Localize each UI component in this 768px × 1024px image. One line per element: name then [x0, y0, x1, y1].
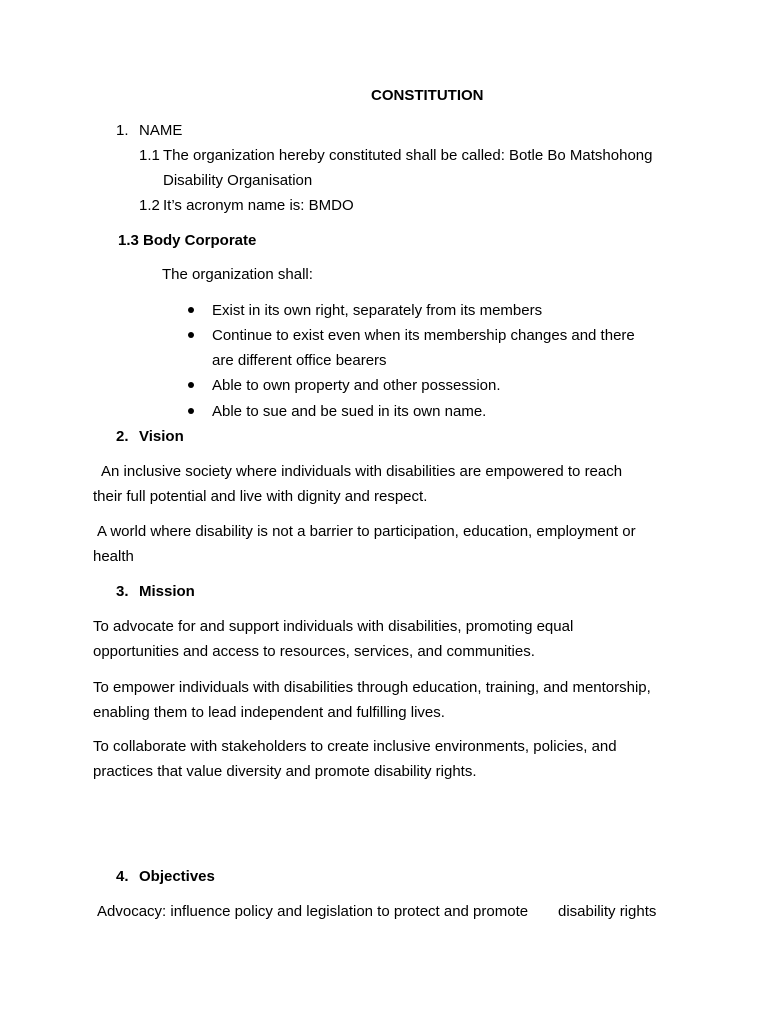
item-1-2-number: 1.2	[139, 197, 160, 214]
bullet-item: Able to sue and be sued in its own name.	[212, 403, 487, 420]
section-4-heading: Objectives	[139, 868, 215, 885]
document-title: CONSTITUTION	[371, 87, 484, 104]
objectives-line1-part2: disability rights	[558, 903, 657, 920]
vision-para2-line2: health	[93, 548, 134, 565]
section-2-number: 2.	[116, 428, 129, 445]
vision-para2-line1: A world where disability is not a barrier to participation, education, employment or	[97, 523, 636, 540]
mission-para3-line2: practices that value diversity and promote disability rights.	[93, 763, 477, 780]
objectives-line1-part1: Advocacy: influence policy and legislation to protect and promote	[97, 903, 529, 920]
section-2-heading: Vision	[139, 428, 184, 445]
mission-para1-line1: To advocate for and support individuals with disabilities, promoting equal	[93, 618, 574, 635]
bullet-item: Continue to exist even when its membership changes and there	[212, 327, 635, 344]
bullet-dot-icon	[188, 382, 194, 388]
section-1-heading: NAME	[139, 122, 183, 139]
section-3-number: 3.	[116, 583, 129, 600]
body-corporate-intro: The organization shall:	[162, 266, 313, 283]
section-1-3-heading: 1.3 Body Corporate	[118, 232, 257, 249]
mission-para2-line1: To empower individuals with disabilities through education, training, and mentorship,	[93, 679, 651, 696]
bullet-dot-icon	[188, 408, 194, 414]
vision-para1-line2: their full potential and live with dignity and respect.	[93, 488, 428, 505]
item-1-1-line1: The organization hereby constituted shall be called: Botle Bo Matshohong	[163, 147, 653, 164]
item-1-1-number: 1.1	[139, 147, 160, 164]
item-1-2-line1: It’s acronym name is: BMDO	[163, 197, 354, 214]
mission-para1-line2: opportunities and access to resources, services, and communities.	[93, 643, 535, 660]
bullet-item: Exist in its own right, separately from its members	[212, 302, 543, 319]
bullet-item-continuation: are different office bearers	[212, 352, 387, 369]
vision-para1-line1: An inclusive society where individuals with disabilities are empowered to reach	[101, 463, 623, 480]
section-3-heading: Mission	[139, 583, 195, 600]
bullet-dot-icon	[188, 307, 194, 313]
bullet-item: Able to own property and other possession.	[212, 377, 501, 394]
mission-para2-line2: enabling them to lead independent and fulfilling lives.	[93, 704, 445, 721]
section-1-number: 1.	[116, 122, 129, 139]
mission-para3-line1: To collaborate with stakeholders to create inclusive environments, policies, and	[93, 738, 617, 755]
item-1-1-line2: Disability Organisation	[163, 172, 313, 189]
section-4-number: 4.	[116, 868, 129, 885]
bullet-dot-icon	[188, 332, 194, 338]
